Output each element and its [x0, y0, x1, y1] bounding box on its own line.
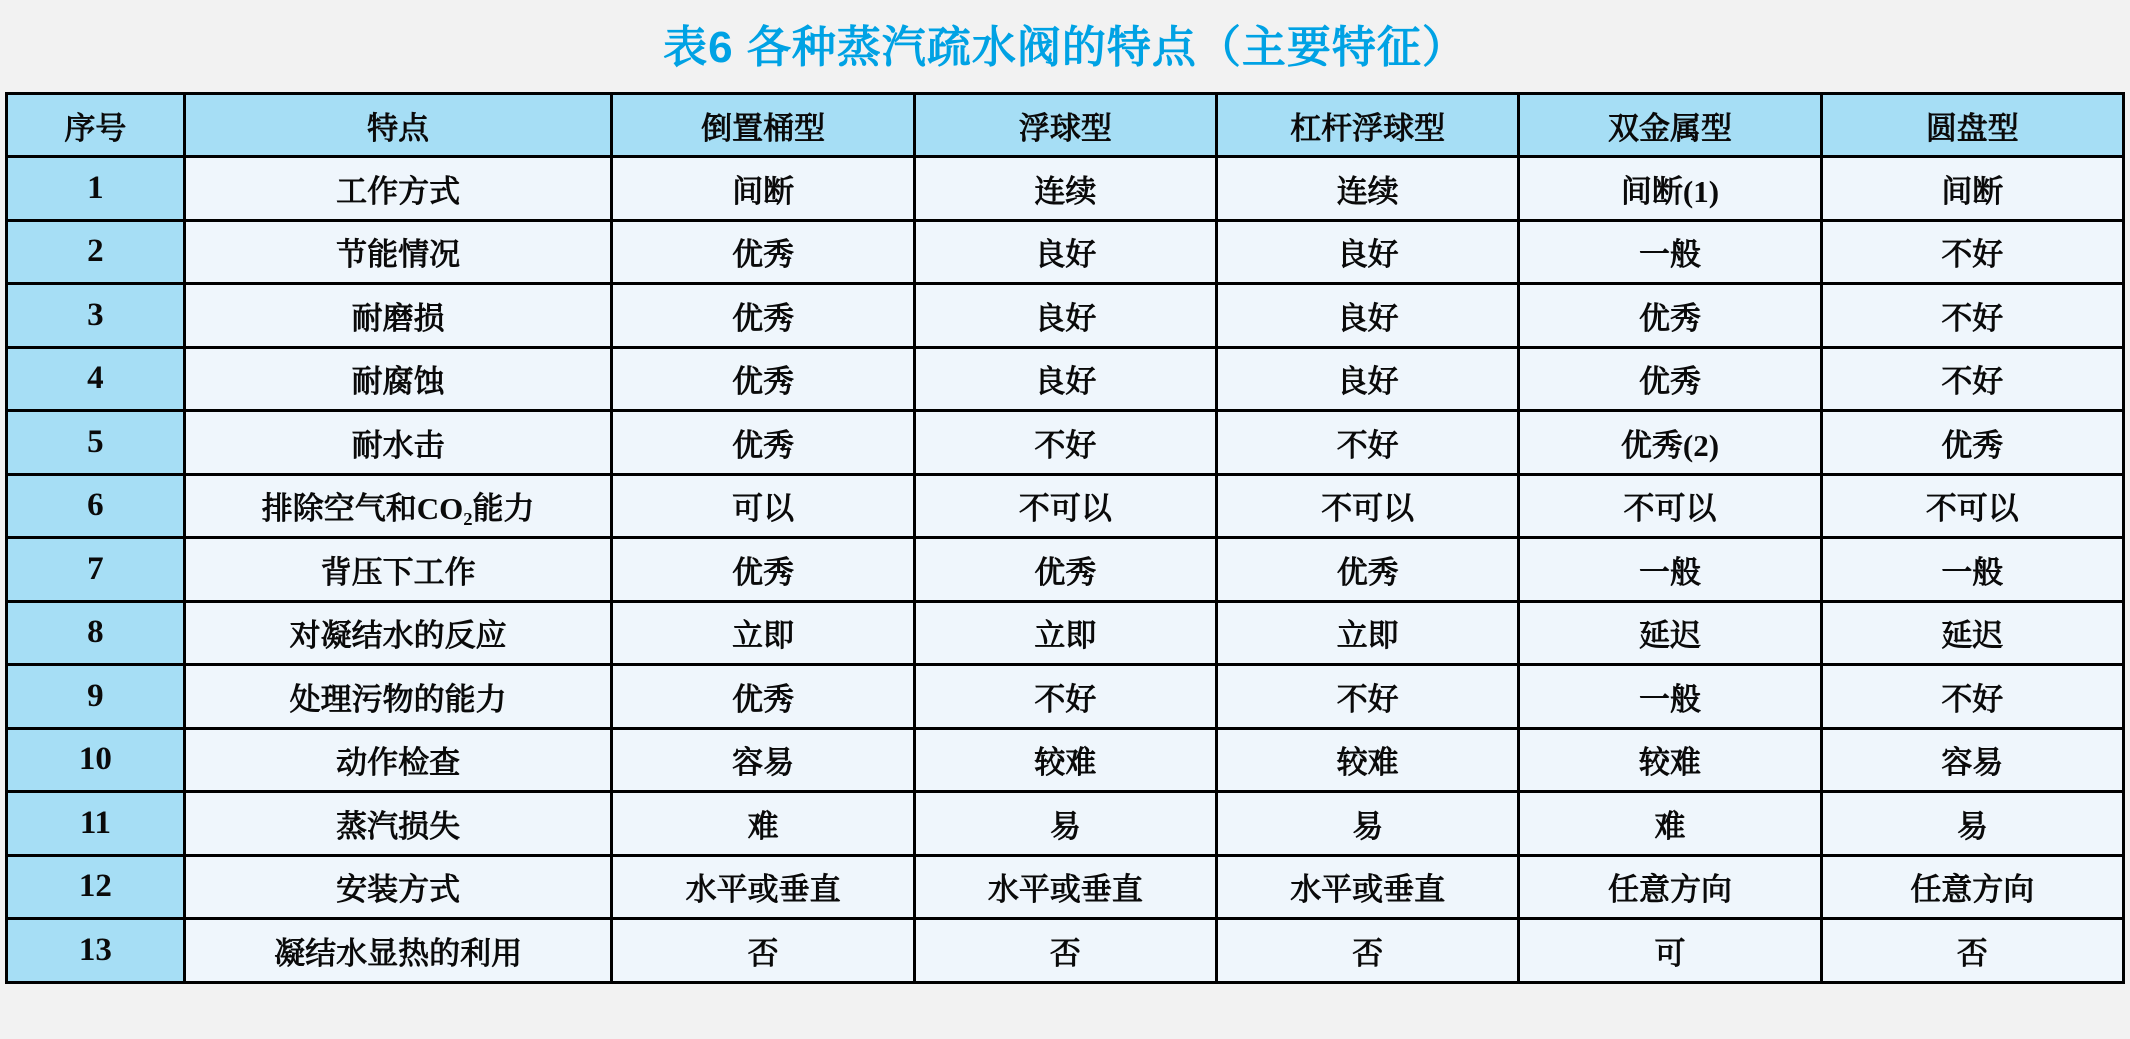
- value-cell-float-ball: 水平或垂直: [914, 855, 1216, 919]
- value-cell-bimetallic: 一般: [1519, 665, 1821, 729]
- value-cell-bimetallic: 优秀: [1519, 284, 1821, 348]
- table-row: [7, 474, 2124, 538]
- row-number-cell: 2: [7, 220, 185, 284]
- feature-cell: 节能情况: [184, 220, 612, 284]
- value-cell-float-ball: 良好: [914, 284, 1216, 348]
- value-cell-disc: 不好: [1821, 284, 2123, 348]
- row-number-cell: 8: [7, 601, 185, 665]
- row-number-cell: 3: [7, 284, 185, 348]
- table-row: [7, 665, 2124, 729]
- feature-cell: 对凝结水的反应: [184, 601, 612, 665]
- feature-cell: 排除空气和CO₂能力: [184, 474, 612, 538]
- table-row: [7, 538, 2124, 602]
- row-number-cell: 7: [7, 538, 185, 602]
- value-cell-bimetallic: 优秀(2): [1519, 411, 1821, 475]
- row-number-cell: 4: [7, 347, 185, 411]
- value-cell-lever-float-ball: 不可以: [1217, 474, 1519, 538]
- value-cell-inverted-bucket: 优秀: [612, 538, 914, 602]
- row-number-cell: 5: [7, 411, 185, 475]
- value-cell-inverted-bucket: 立即: [612, 601, 914, 665]
- value-cell-bimetallic: 难: [1519, 792, 1821, 856]
- table-row: [7, 855, 2124, 919]
- value-cell-float-ball: 不可以: [914, 474, 1216, 538]
- row-number-cell: 11: [7, 792, 185, 856]
- feature-cell: 蒸汽损失: [184, 792, 612, 856]
- value-cell-bimetallic: 优秀: [1519, 347, 1821, 411]
- value-cell-lever-float-ball: 良好: [1217, 284, 1519, 348]
- value-cell-lever-float-ball: 良好: [1217, 347, 1519, 411]
- table-body: [7, 157, 2124, 983]
- table-row: [7, 157, 2124, 221]
- value-cell-lever-float-ball: 优秀: [1217, 538, 1519, 602]
- value-cell-lever-float-ball: 立即: [1217, 601, 1519, 665]
- header-row: [7, 94, 2124, 157]
- value-cell-bimetallic: 任意方向: [1519, 855, 1821, 919]
- table-row: [7, 601, 2124, 665]
- feature-cell: 处理污物的能力: [184, 665, 612, 729]
- value-cell-lever-float-ball: 较难: [1217, 728, 1519, 792]
- page-title: 表6 各种蒸汽疏水阀的特点（主要特征）: [663, 23, 1467, 72]
- value-cell-inverted-bucket: 容易: [612, 728, 914, 792]
- value-cell-disc: 不好: [1821, 220, 2123, 284]
- value-cell-inverted-bucket: 优秀: [612, 220, 914, 284]
- value-cell-float-ball: 较难: [914, 728, 1216, 792]
- value-cell-inverted-bucket: 优秀: [612, 284, 914, 348]
- row-number-cell: 1: [7, 157, 185, 221]
- value-cell-lever-float-ball: 连续: [1217, 157, 1519, 221]
- value-cell-disc: 不可以: [1821, 474, 2123, 538]
- row-number-cell: 6: [7, 474, 185, 538]
- row-number-cell: 13: [7, 919, 185, 983]
- row-number-cell: 12: [7, 855, 185, 919]
- value-cell-lever-float-ball: 水平或垂直: [1217, 855, 1519, 919]
- feature-cell: 安装方式: [184, 855, 612, 919]
- value-cell-disc: 易: [1821, 792, 2123, 856]
- value-cell-lever-float-ball: 不好: [1217, 665, 1519, 729]
- value-cell-disc: 不好: [1821, 347, 2123, 411]
- value-cell-float-ball: 优秀: [914, 538, 1216, 602]
- feature-cell: 动作检查: [184, 728, 612, 792]
- header-float-ball: 浮球型: [914, 94, 1216, 157]
- header-feature: 特点: [184, 94, 612, 157]
- table-row: [7, 728, 2124, 792]
- feature-cell: 耐腐蚀: [184, 347, 612, 411]
- value-cell-disc: 否: [1821, 919, 2123, 983]
- value-cell-disc: 容易: [1821, 728, 2123, 792]
- steam-trap-comparison-table: [5, 92, 2125, 984]
- table-row: [7, 792, 2124, 856]
- value-cell-inverted-bucket: 难: [612, 792, 914, 856]
- table-row: [7, 919, 2124, 983]
- value-cell-float-ball: 不好: [914, 665, 1216, 729]
- value-cell-bimetallic: 可: [1519, 919, 1821, 983]
- value-cell-float-ball: 良好: [914, 347, 1216, 411]
- value-cell-disc: 一般: [1821, 538, 2123, 602]
- value-cell-bimetallic: 不可以: [1519, 474, 1821, 538]
- header-lever-float-ball: 杠杆浮球型: [1217, 94, 1519, 157]
- table-row: [7, 347, 2124, 411]
- value-cell-inverted-bucket: 否: [612, 919, 914, 983]
- value-cell-lever-float-ball: 不好: [1217, 411, 1519, 475]
- value-cell-disc: 延迟: [1821, 601, 2123, 665]
- row-number-cell: 10: [7, 728, 185, 792]
- value-cell-inverted-bucket: 优秀: [612, 347, 914, 411]
- feature-cell: 工作方式: [184, 157, 612, 221]
- value-cell-float-ball: 不好: [914, 411, 1216, 475]
- row-number-cell: 9: [7, 665, 185, 729]
- value-cell-inverted-bucket: 优秀: [612, 665, 914, 729]
- value-cell-inverted-bucket: 间断: [612, 157, 914, 221]
- value-cell-inverted-bucket: 水平或垂直: [612, 855, 914, 919]
- value-cell-bimetallic: 一般: [1519, 220, 1821, 284]
- value-cell-disc: 任意方向: [1821, 855, 2123, 919]
- value-cell-bimetallic: 较难: [1519, 728, 1821, 792]
- table-row: [7, 220, 2124, 284]
- value-cell-disc: 不好: [1821, 665, 2123, 729]
- value-cell-float-ball: 连续: [914, 157, 1216, 221]
- table-row: [7, 284, 2124, 348]
- value-cell-bimetallic: 间断(1): [1519, 157, 1821, 221]
- value-cell-bimetallic: 延迟: [1519, 601, 1821, 665]
- feature-cell: 耐磨损: [184, 284, 612, 348]
- value-cell-float-ball: 立即: [914, 601, 1216, 665]
- value-cell-float-ball: 否: [914, 919, 1216, 983]
- value-cell-inverted-bucket: 可以: [612, 474, 914, 538]
- header-bimetallic: 双金属型: [1519, 94, 1821, 157]
- value-cell-lever-float-ball: 良好: [1217, 220, 1519, 284]
- value-cell-lever-float-ball: 易: [1217, 792, 1519, 856]
- value-cell-bimetallic: 一般: [1519, 538, 1821, 602]
- value-cell-inverted-bucket: 优秀: [612, 411, 914, 475]
- header-serial-number: 序号: [7, 94, 185, 157]
- table-row: [7, 411, 2124, 475]
- feature-cell: 耐水击: [184, 411, 612, 475]
- header-inverted-bucket: 倒置桶型: [612, 94, 914, 157]
- value-cell-lever-float-ball: 否: [1217, 919, 1519, 983]
- value-cell-disc: 优秀: [1821, 411, 2123, 475]
- value-cell-float-ball: 易: [914, 792, 1216, 856]
- value-cell-disc: 间断: [1821, 157, 2123, 221]
- feature-cell: 凝结水显热的利用: [184, 919, 612, 983]
- value-cell-float-ball: 良好: [914, 220, 1216, 284]
- feature-cell: 背压下工作: [184, 538, 612, 602]
- header-disc: 圆盘型: [1821, 94, 2123, 157]
